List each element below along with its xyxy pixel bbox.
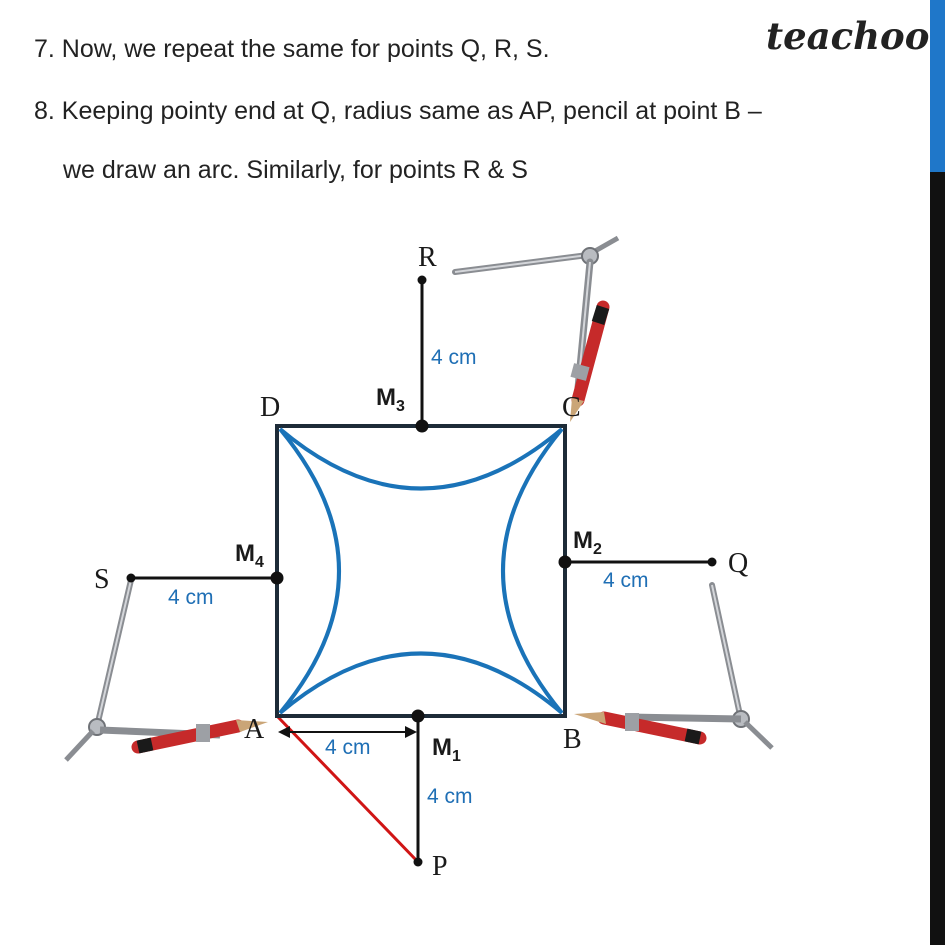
arc-bottom [280,654,562,714]
point-p-dot [414,858,423,867]
midpoint-m1-dot [412,710,425,723]
sidebar-accent [930,0,945,172]
compass-icon-q [574,585,772,748]
label-p: P [432,851,448,882]
label-q: Q [728,548,749,579]
arc-right [503,429,562,713]
label-m3: $M_3$ [376,384,405,415]
arc-left [280,429,339,713]
arc-top [280,429,562,489]
step-8-text-line1: 8. Keeping pointy end at Q, radius same as AP, pencil at point B – [34,97,762,125]
teachoo-logo: teachoo [766,14,930,58]
midpoint-m3-dot [416,420,429,433]
label-m1: $M_1$ [432,734,461,765]
inner-arcs [280,429,562,713]
label-c: C [562,392,581,423]
label-b: B [563,724,582,755]
label-d: D [260,392,281,423]
square-abcd [277,426,565,716]
step-7-text: 7. Now, we repeat the same for points Q, R, S. [34,35,550,63]
point-q-dot [708,558,717,567]
length-m3-r: 4 cm [431,346,477,369]
midpoint-m2-dot [559,556,572,569]
step-8-text-line2: we draw an arc. Similarly, for points R & S [63,156,528,184]
length-m2-q: 4 cm [603,569,649,592]
length-m4-s: 4 cm [168,586,214,609]
label-m4: $M_4$ [235,540,264,571]
label-s: S [94,564,110,595]
length-m1-p: 4 cm [427,785,473,808]
point-s-dot [127,574,136,583]
label-m2: $M_2$ [573,527,602,558]
label-r: R [418,242,437,273]
compass-icon-r [455,238,618,422]
midpoint-m4-dot [271,572,284,585]
point-r-dot [418,276,427,285]
length-a-m1: 4 cm [325,736,371,759]
label-a: A [244,714,265,745]
